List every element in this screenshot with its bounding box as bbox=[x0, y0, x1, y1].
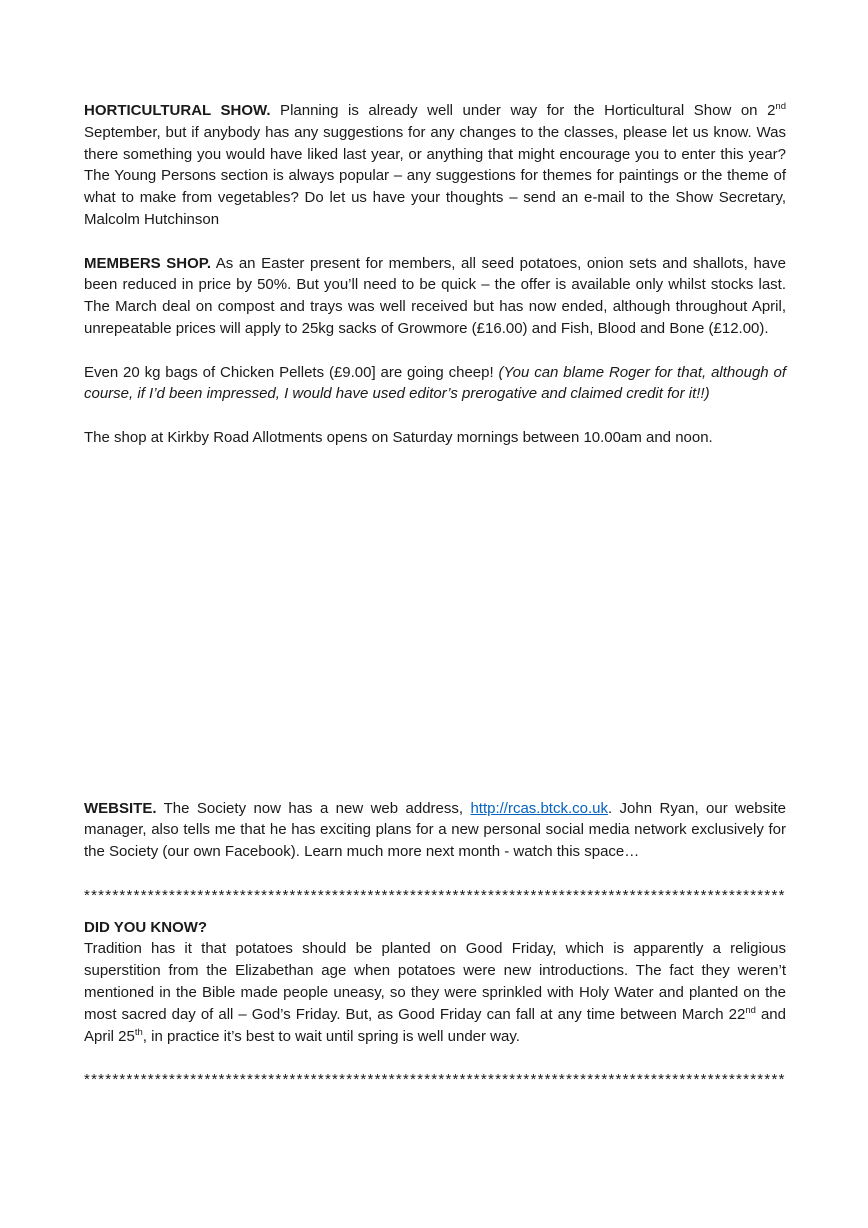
paragraph-chicken-pellets bbox=[84, 362, 786, 406]
paragraph-did-you-know bbox=[84, 938, 786, 1047]
heading-did-you-know: DID YOU KNOW? bbox=[84, 918, 208, 936]
website-url-link[interactable]: http://rcas.btck.co.uk bbox=[470, 799, 608, 817]
chicken-pellets-italic-aside: (You can blame Roger for that, although of course, if I’d been impressed, I would have used editor’s prerogative and claimed credit for it!!) bbox=[84, 363, 786, 403]
paragraph-members-shop bbox=[84, 253, 786, 340]
paragraph-shop-hours bbox=[84, 427, 786, 449]
shop-hours-text: The shop at Kirkby Road Allotments opens on Saturday mornings between 10.00am and noon. bbox=[84, 428, 713, 446]
horticultural-show-text-continued: September, but if anybody has any suggestions for any changes to the classes, please let us know. Was there something you would have liked last year, or anything that might encourage you to enter this year? The Young Persons section is always popular – any suggestions for themes for paintings or the theme of what to make from vegetables? Do let us have your thoughts – send an e-mail to the Show Secretary, Malcolm Hutchinson bbox=[84, 123, 786, 228]
website-text: The Society now has a new web address, bbox=[156, 799, 471, 817]
did-you-know-text-2: and April 25 bbox=[84, 1005, 786, 1045]
did-you-know-text: Tradition has it that potatoes should be planted on Good Friday, which is apparently a religious superstition from the Elizabethan age when potatoes were new introductions. The fact they weren’t mentioned in the Bible made people uneasy, so they were sprinkled with Holy Water and planted on the most sacred day of all – God’s Friday. But, as Good Friday can fall at any time between March 22 bbox=[84, 940, 786, 1023]
did-you-know-text-3: , in practice it’s best to wait until spring is well under way. bbox=[142, 1027, 520, 1045]
horticultural-show-text: Planning is already well under way for the Horticultural Show on 2 bbox=[270, 102, 776, 119]
members-shop-text: As an Easter present for members, all seed potatoes, onion sets and shallots, have been reduced in price by 50%. But you’ll need to be quick – the offer is available only whilst stocks last. The March deal on compost and trays was well received but has now ended, although throughout April, unrepeatable prices will apply to 25kg sacks of Growmore (£16.00) and Fish, Blood and Bone (£12.00). bbox=[84, 254, 786, 337]
paragraph-horticultural-show bbox=[84, 100, 786, 231]
separator-line-top: *************************************************************************************************** bbox=[84, 886, 786, 904]
heading-horticultural-show: HORTICULTURAL SHOW. bbox=[84, 102, 271, 119]
superscript-22nd: nd bbox=[745, 1004, 756, 1016]
blank-area bbox=[84, 471, 786, 798]
separator-line-bottom: *************************************************************************************************** bbox=[84, 1071, 786, 1089]
heading-website: WEBSITE. bbox=[84, 799, 157, 817]
paragraph-website bbox=[84, 798, 786, 863]
chicken-pellets-text: Even 20 kg bags of Chicken Pellets (£9.00] are going cheep! bbox=[84, 363, 499, 381]
section-did-you-know bbox=[84, 917, 786, 1048]
superscript-2nd: nd bbox=[775, 101, 786, 112]
website-text-continued: . John Ryan, our website manager, also tells me that he has exciting plans for a new personal social media network exclusively for the Society (our own Facebook). Learn much more next month - watch this space… bbox=[84, 799, 786, 861]
heading-members-shop: MEMBERS SHOP. bbox=[84, 254, 211, 272]
heading-line-did-you-know bbox=[84, 917, 786, 939]
superscript-25th: th bbox=[134, 1026, 143, 1038]
